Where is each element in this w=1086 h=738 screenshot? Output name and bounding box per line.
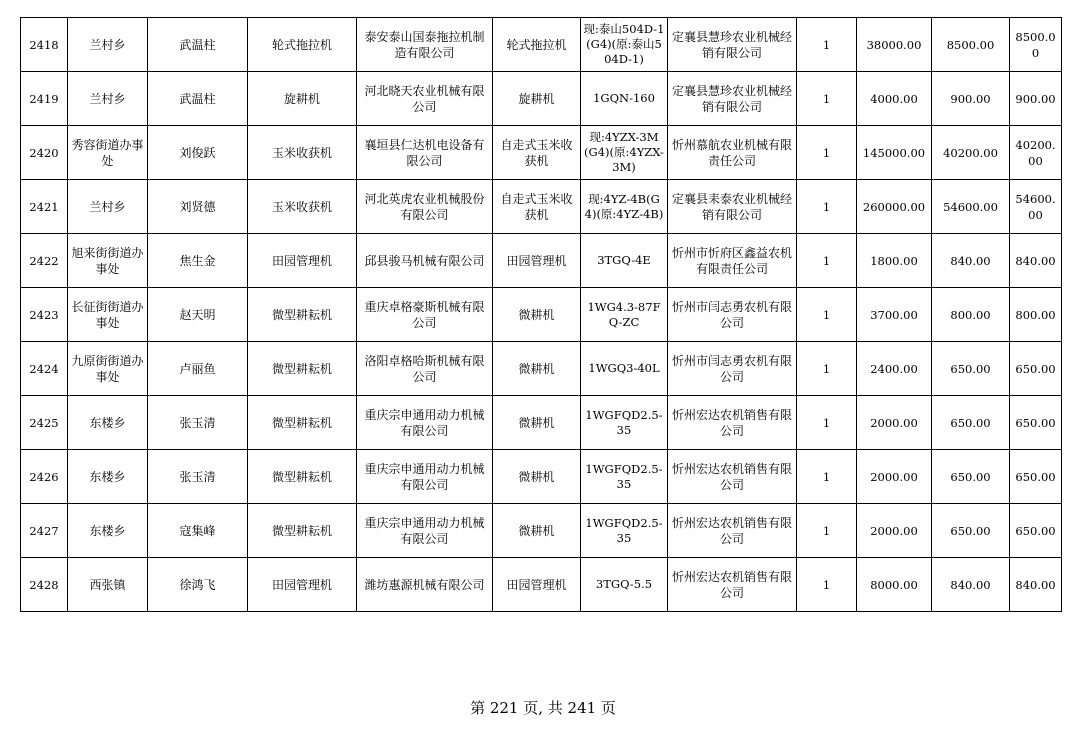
cell-manufacturer: 潍坊惠源机械有限公司 xyxy=(357,558,493,612)
cell-id: 2420 xyxy=(21,126,68,180)
cell-model: 现:4YZ-4B(G4)(原:4YZ-4B) xyxy=(581,180,668,234)
cell-price: 4000.00 xyxy=(857,72,932,126)
cell-manufacturer: 重庆卓格豪斯机械有限公司 xyxy=(357,288,493,342)
cell-total: 840.00 xyxy=(1010,234,1062,288)
cell-category: 玉米收获机 xyxy=(248,126,357,180)
cell-item: 微耕机 xyxy=(493,288,581,342)
cell-item: 微耕机 xyxy=(493,342,581,396)
cell-subsidy: 840.00 xyxy=(932,234,1010,288)
cell-quantity: 1 xyxy=(797,180,857,234)
cell-id: 2421 xyxy=(21,180,68,234)
cell-total: 650.00 xyxy=(1010,342,1062,396)
cell-item: 旋耕机 xyxy=(493,72,581,126)
cell-town: 东楼乡 xyxy=(68,504,148,558)
cell-category: 玉米收获机 xyxy=(248,180,357,234)
cell-price: 2000.00 xyxy=(857,504,932,558)
cell-manufacturer: 河北晓天农业机械有限公司 xyxy=(357,72,493,126)
cell-subsidy: 8500.00 xyxy=(932,18,1010,72)
cell-manufacturer: 重庆宗申通用动力机械有限公司 xyxy=(357,396,493,450)
cell-category: 田园管理机 xyxy=(248,558,357,612)
cell-price: 260000.00 xyxy=(857,180,932,234)
cell-id: 2418 xyxy=(21,18,68,72)
cell-subsidy: 650.00 xyxy=(932,450,1010,504)
cell-category: 田园管理机 xyxy=(248,234,357,288)
cell-manufacturer: 邱县骏马机械有限公司 xyxy=(357,234,493,288)
cell-item: 田园管理机 xyxy=(493,558,581,612)
cell-category: 微型耕耘机 xyxy=(248,288,357,342)
subsidy-table xyxy=(20,17,1062,612)
cell-buyer: 张玉清 xyxy=(148,396,248,450)
cell-buyer: 焦生金 xyxy=(148,234,248,288)
cell-subsidy: 54600.00 xyxy=(932,180,1010,234)
cell-subsidy: 840.00 xyxy=(932,558,1010,612)
cell-model: 3TGQ-4E xyxy=(581,234,668,288)
cell-model: 1WG4.3-87FQ-ZC xyxy=(581,288,668,342)
cell-quantity: 1 xyxy=(797,234,857,288)
cell-total: 800.00 xyxy=(1010,288,1062,342)
cell-buyer: 寇集峰 xyxy=(148,504,248,558)
cell-price: 1800.00 xyxy=(857,234,932,288)
cell-quantity: 1 xyxy=(797,558,857,612)
cell-quantity: 1 xyxy=(797,396,857,450)
cell-category: 轮式拖拉机 xyxy=(248,18,357,72)
table-row xyxy=(21,450,1062,504)
table-row xyxy=(21,288,1062,342)
cell-id: 2419 xyxy=(21,72,68,126)
cell-dealer: 忻州宏达农机销售有限公司 xyxy=(668,450,797,504)
cell-dealer: 忻州慕航农业机械有限责任公司 xyxy=(668,126,797,180)
cell-total: 650.00 xyxy=(1010,450,1062,504)
cell-buyer: 徐鸿飞 xyxy=(148,558,248,612)
cell-price: 2000.00 xyxy=(857,450,932,504)
cell-quantity: 1 xyxy=(797,126,857,180)
cell-dealer: 忻州市闫志勇农机有限公司 xyxy=(668,342,797,396)
cell-price: 3700.00 xyxy=(857,288,932,342)
cell-manufacturer: 重庆宗申通用动力机械有限公司 xyxy=(357,450,493,504)
cell-buyer: 赵天明 xyxy=(148,288,248,342)
cell-model: 1WGQ3-40L xyxy=(581,342,668,396)
cell-town: 九原街街道办事处 xyxy=(68,342,148,396)
cell-category: 微型耕耘机 xyxy=(248,450,357,504)
cell-id: 2422 xyxy=(21,234,68,288)
cell-model: 1WGFQD2.5-35 xyxy=(581,450,668,504)
cell-subsidy: 900.00 xyxy=(932,72,1010,126)
cell-category: 旋耕机 xyxy=(248,72,357,126)
table-row xyxy=(21,504,1062,558)
cell-manufacturer: 重庆宗申通用动力机械有限公司 xyxy=(357,504,493,558)
cell-dealer: 忻州市忻府区鑫益农机有限责任公司 xyxy=(668,234,797,288)
cell-manufacturer: 河北英虎农业机械股份有限公司 xyxy=(357,180,493,234)
cell-buyer: 武温柱 xyxy=(148,72,248,126)
cell-quantity: 1 xyxy=(797,450,857,504)
table-row xyxy=(21,180,1062,234)
cell-town: 西张镇 xyxy=(68,558,148,612)
cell-price: 145000.00 xyxy=(857,126,932,180)
cell-dealer: 忻州宏达农机销售有限公司 xyxy=(668,558,797,612)
cell-total: 8500.00 xyxy=(1010,18,1062,72)
cell-buyer: 张玉清 xyxy=(148,450,248,504)
cell-buyer: 武温柱 xyxy=(148,18,248,72)
cell-price: 2400.00 xyxy=(857,342,932,396)
cell-total: 900.00 xyxy=(1010,72,1062,126)
cell-subsidy: 40200.00 xyxy=(932,126,1010,180)
cell-buyer: 刘贤德 xyxy=(148,180,248,234)
table-row xyxy=(21,234,1062,288)
cell-manufacturer: 泰安泰山国泰拖拉机制造有限公司 xyxy=(357,18,493,72)
cell-subsidy: 650.00 xyxy=(932,504,1010,558)
cell-manufacturer: 洛阳卓格哈斯机械有限公司 xyxy=(357,342,493,396)
cell-manufacturer: 襄垣县仁达机电设备有限公司 xyxy=(357,126,493,180)
cell-total: 40200.00 xyxy=(1010,126,1062,180)
cell-id: 2424 xyxy=(21,342,68,396)
cell-id: 2427 xyxy=(21,504,68,558)
cell-town: 兰村乡 xyxy=(68,72,148,126)
cell-item: 微耕机 xyxy=(493,396,581,450)
cell-item: 微耕机 xyxy=(493,504,581,558)
cell-id: 2426 xyxy=(21,450,68,504)
cell-subsidy: 650.00 xyxy=(932,342,1010,396)
cell-price: 2000.00 xyxy=(857,396,932,450)
cell-quantity: 1 xyxy=(797,342,857,396)
table-row xyxy=(21,396,1062,450)
cell-model: 现:4YZX-3M(G4)(原:4YZX-3M) xyxy=(581,126,668,180)
table-row xyxy=(21,126,1062,180)
cell-town: 旭来街街道办事处 xyxy=(68,234,148,288)
cell-quantity: 1 xyxy=(797,18,857,72)
cell-item: 自走式玉米收获机 xyxy=(493,126,581,180)
cell-town: 东楼乡 xyxy=(68,450,148,504)
cell-category: 微型耕耘机 xyxy=(248,504,357,558)
cell-subsidy: 800.00 xyxy=(932,288,1010,342)
cell-dealer: 定襄县慧珍农业机械经销有限公司 xyxy=(668,72,797,126)
cell-item: 自走式玉米收获机 xyxy=(493,180,581,234)
cell-total: 840.00 xyxy=(1010,558,1062,612)
cell-item: 轮式拖拉机 xyxy=(493,18,581,72)
cell-buyer: 卢丽鱼 xyxy=(148,342,248,396)
cell-dealer: 定襄县慧珍农业机械经销有限公司 xyxy=(668,18,797,72)
cell-dealer: 忻州市闫志勇农机有限公司 xyxy=(668,288,797,342)
page-number: 第 221 页, 共 241 页 xyxy=(470,699,616,717)
cell-model: 1WGFQD2.5-35 xyxy=(581,396,668,450)
cell-quantity: 1 xyxy=(797,72,857,126)
cell-model: 1WGFQD2.5-35 xyxy=(581,504,668,558)
cell-total: 650.00 xyxy=(1010,396,1062,450)
cell-price: 38000.00 xyxy=(857,18,932,72)
cell-model: 3TGQ-5.5 xyxy=(581,558,668,612)
cell-quantity: 1 xyxy=(797,504,857,558)
cell-category: 微型耕耘机 xyxy=(248,396,357,450)
cell-town: 兰村乡 xyxy=(68,180,148,234)
cell-buyer: 刘俊跃 xyxy=(148,126,248,180)
cell-dealer: 定襄县耒泰农业机械经销有限公司 xyxy=(668,180,797,234)
cell-model: 1GQN-160 xyxy=(581,72,668,126)
cell-model: 现:泰山504D-1(G4)(原:泰山504D-1) xyxy=(581,18,668,72)
cell-quantity: 1 xyxy=(797,288,857,342)
cell-price: 8000.00 xyxy=(857,558,932,612)
table-row xyxy=(21,342,1062,396)
table-row xyxy=(21,72,1062,126)
cell-id: 2423 xyxy=(21,288,68,342)
cell-item: 微耕机 xyxy=(493,450,581,504)
cell-total: 54600.00 xyxy=(1010,180,1062,234)
cell-category: 微型耕耘机 xyxy=(248,342,357,396)
cell-item: 田园管理机 xyxy=(493,234,581,288)
cell-id: 2428 xyxy=(21,558,68,612)
table-row xyxy=(21,18,1062,72)
cell-id: 2425 xyxy=(21,396,68,450)
cell-dealer: 忻州宏达农机销售有限公司 xyxy=(668,504,797,558)
cell-town: 东楼乡 xyxy=(68,396,148,450)
cell-town: 秀容街道办事处 xyxy=(68,126,148,180)
cell-town: 长征街街道办事处 xyxy=(68,288,148,342)
cell-total: 650.00 xyxy=(1010,504,1062,558)
table-row xyxy=(21,558,1062,612)
cell-dealer: 忻州宏达农机销售有限公司 xyxy=(668,396,797,450)
cell-town: 兰村乡 xyxy=(68,18,148,72)
cell-subsidy: 650.00 xyxy=(932,396,1010,450)
